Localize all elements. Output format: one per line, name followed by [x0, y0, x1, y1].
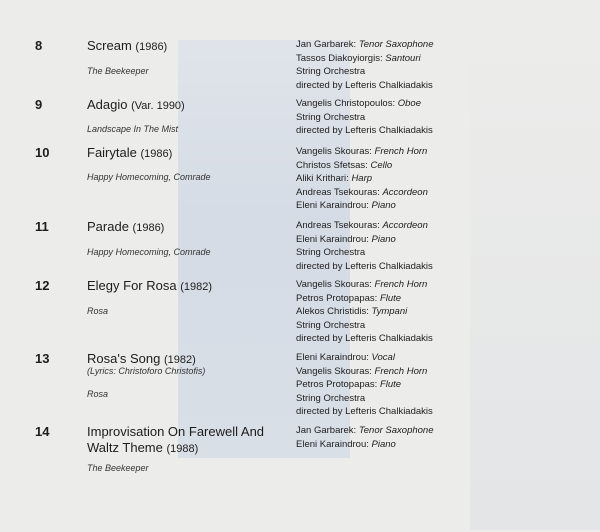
credit-line: String Orchestra: [296, 111, 366, 123]
track-number: 8: [35, 38, 43, 53]
credit-line: String Orchestra: [296, 392, 366, 404]
credit-line: Tassos Diakoyiorgis: Santouri: [296, 52, 421, 64]
credit-line: String Orchestra: [296, 319, 366, 331]
track-year: (1986): [140, 148, 173, 160]
credit-line: Vangelis Skouras: French Horn: [296, 146, 428, 157]
film-name: Happy Homecoming, Comrade: [87, 172, 211, 182]
track-title: Adagio (Var. 1990): [87, 97, 185, 112]
track-number: 9: [35, 97, 43, 112]
film-name: Happy Homecoming, Comrade: [87, 247, 211, 257]
film-name: The Beekeeper: [87, 463, 149, 473]
track-number: 14: [35, 424, 50, 439]
credit-line: Andreas Tsekouras: Accordeon: [296, 186, 428, 198]
track-year: (Var. 1990): [131, 100, 185, 112]
track-number: 12: [35, 278, 50, 293]
track-title: Fairytale (1986): [87, 145, 173, 160]
credit-line: Jan Garbarek: Tenor Saxophone: [296, 39, 434, 50]
credit-line: directed by Lefteris Chalkiadakis: [296, 125, 433, 137]
track-year: (1982): [180, 281, 213, 293]
lyrics-credit: (Lyrics: Christoforo Christofis): [87, 366, 206, 376]
credits-list: [296, 351, 496, 419]
track-title: Parade (1986): [87, 219, 165, 234]
credit-line: directed by Lefteris Chalkiadakis: [296, 260, 433, 272]
film-name: The Beekeeper: [87, 66, 149, 76]
credit-line: Eleni Karaindrou: Piano: [296, 233, 396, 245]
film-name: Rosa: [87, 389, 109, 399]
track-number: 11: [35, 219, 49, 234]
track-year: (1986): [132, 222, 165, 234]
track-title: Rosa's Song (1982): [87, 351, 196, 366]
track-number: 13: [35, 351, 50, 366]
credit-line: Petros Protopapas: Flute: [296, 292, 402, 304]
credit-line: directed by Lefteris Chalkiadakis: [296, 79, 433, 91]
track-year: (1986): [135, 41, 168, 53]
credit-line: Petros Protopapas: Flute: [296, 379, 402, 391]
credit-line: Vangelis Skouras: French Horn: [296, 365, 428, 377]
credit-line: Vangelis Christopoulos: Oboe: [296, 98, 421, 109]
credit-line: Jan Garbarek: Tenor Saxophone: [296, 425, 434, 436]
track-year: (1988): [166, 443, 199, 455]
credit-line: Eleni Karaindrou: Vocal: [296, 352, 395, 363]
film-name: Landscape In The Mist: [87, 124, 179, 134]
credit-line: Vangelis Skouras: French Horn: [296, 279, 428, 290]
credit-line: Andreas Tsekouras: Accordeon: [296, 220, 428, 231]
credit-line: Aliki Krithari: Harp: [296, 173, 373, 185]
credit-line: String Orchestra: [296, 66, 366, 78]
track-title: Improvisation On Farewell And Waltz Theme (1988): [87, 424, 265, 455]
credits-list: [296, 38, 496, 92]
credits-list: [296, 219, 496, 273]
credits-list: [296, 424, 496, 451]
credit-line: directed by Lefteris Chalkiadakis: [296, 333, 433, 345]
credit-line: Eleni Karaindrou: Piano: [296, 438, 396, 450]
credits-list: [296, 278, 496, 346]
track-title: Scream (1986): [87, 38, 168, 53]
credit-line: Eleni Karaindrou: Piano: [296, 200, 396, 212]
credits-list: [296, 97, 496, 138]
film-name: Rosa: [87, 306, 109, 316]
track-number: 10: [35, 145, 50, 160]
credit-line: Alekos Christidis: Tympani: [296, 306, 408, 318]
credit-line: String Orchestra: [296, 247, 366, 259]
credit-line: Christos Sfetsas: Cello: [296, 159, 393, 171]
credit-line: directed by Lefteris Chalkiadakis: [296, 406, 433, 418]
credits-list: [296, 145, 496, 213]
track-title: Elegy For Rosa (1982): [87, 278, 213, 293]
track-year: (1982): [163, 354, 196, 366]
